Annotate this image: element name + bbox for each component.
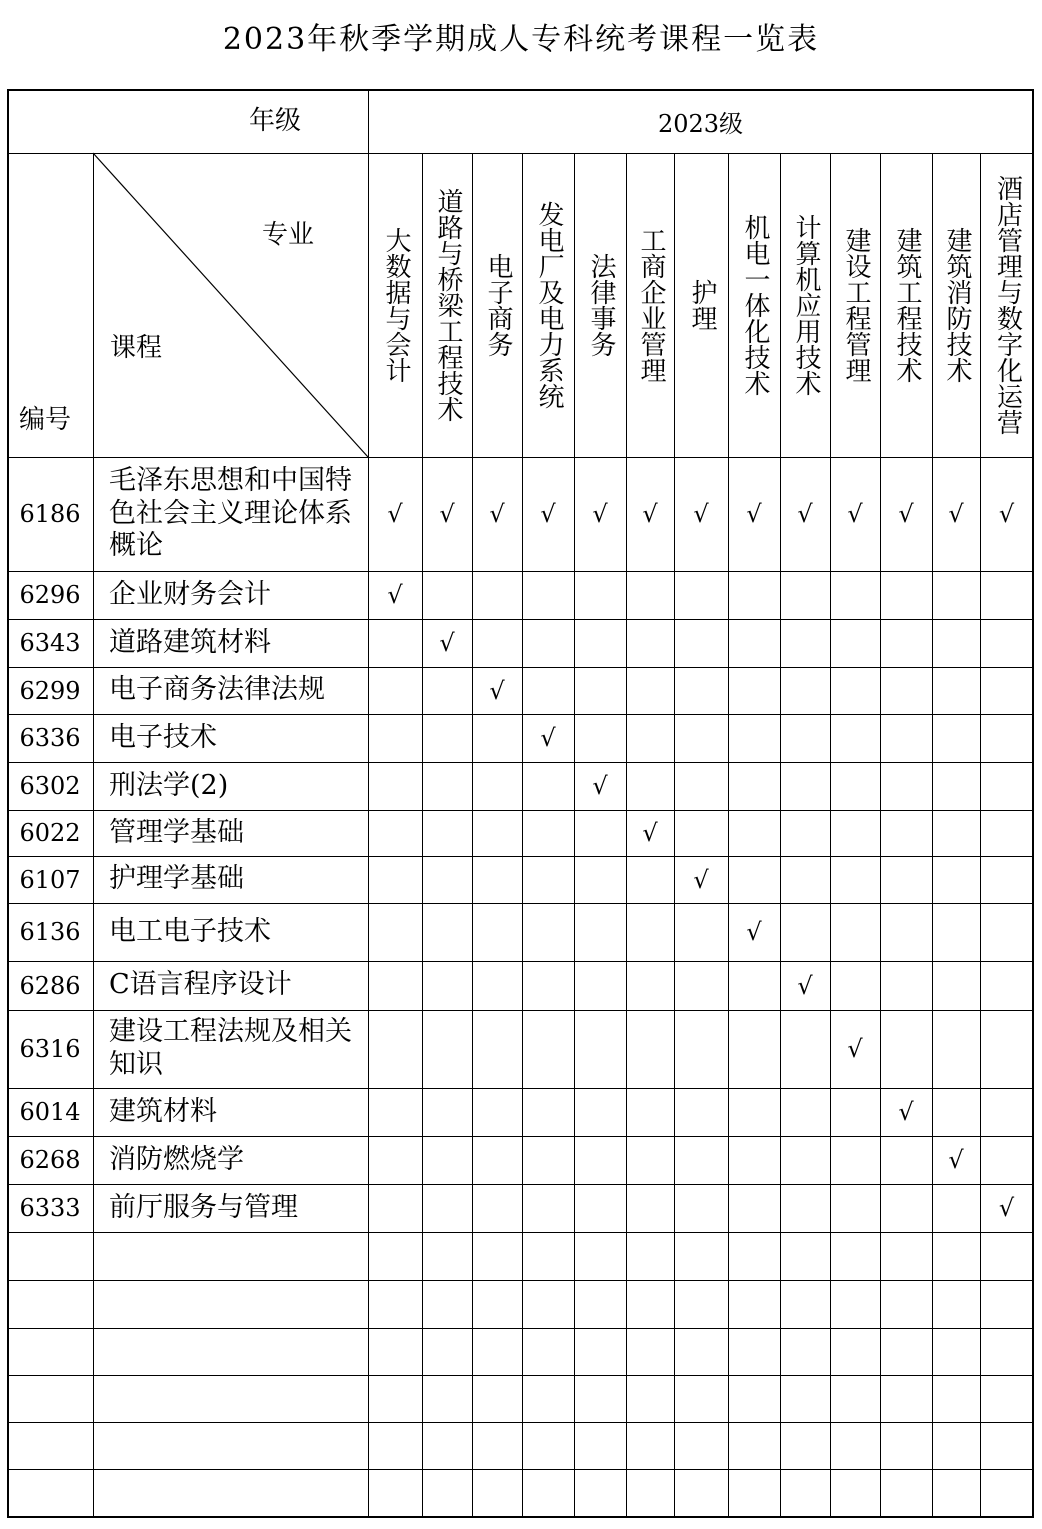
- major-header-5-text: 工商企业管理: [635, 227, 666, 383]
- major-header-6-text: 护理: [686, 279, 717, 331]
- check-mark-text: √: [642, 819, 658, 847]
- grade-value-text: 2023级: [657, 109, 744, 138]
- course-code: [7, 1010, 93, 1088]
- major-header-9-text: 建设工程管理: [840, 227, 871, 383]
- check-mark-text: √: [540, 724, 556, 752]
- grade-value: [368, 89, 1033, 153]
- check-mark-text: √: [847, 1035, 863, 1063]
- course-name: [93, 810, 368, 856]
- check-mark-text: √: [439, 629, 455, 657]
- course-code: [7, 619, 93, 667]
- course-code-text: 6316: [19, 1035, 81, 1063]
- major-header-7-text: 机电一体化技术: [739, 214, 770, 396]
- major-header-8-text: 计算机应用技术: [790, 214, 821, 396]
- course-code: [7, 1184, 93, 1232]
- course-code: [7, 1088, 93, 1136]
- check-mark-text: √: [998, 1194, 1015, 1222]
- course-name: [93, 714, 368, 762]
- check-mark: [574, 762, 626, 810]
- check-mark-text: √: [489, 500, 505, 528]
- check-mark-text: √: [642, 500, 658, 528]
- major-header-0-text: 大数据与会计: [380, 227, 411, 383]
- check-mark: [780, 961, 830, 1010]
- check-mark-text: √: [746, 500, 762, 528]
- course-code-text: 6302: [19, 772, 81, 800]
- major-header-3-text: 发电厂及电力系统: [533, 201, 564, 409]
- code-label: 编号: [19, 405, 72, 435]
- course-code: [7, 856, 93, 903]
- check-mark: [674, 856, 728, 903]
- major-header-2: [472, 153, 522, 457]
- page-title: 2023年秋季学期成人专科统考课程一览表: [222, 22, 820, 57]
- check-mark: [830, 457, 880, 571]
- check-mark: [674, 457, 728, 571]
- check-mark: [728, 903, 780, 961]
- course-name-text: 消防燃烧学: [109, 1143, 244, 1175]
- check-mark-text: √: [387, 581, 403, 609]
- major-header-1-text: 道路与桥梁工程技术: [432, 188, 463, 422]
- major-header-11-text: 建筑消防技术: [941, 227, 972, 383]
- major-header-10: [880, 153, 932, 457]
- check-mark-text: √: [693, 865, 709, 894]
- check-mark: [880, 457, 932, 571]
- major-header-4-text: 法律事务: [585, 253, 616, 357]
- major-header-11: [932, 153, 980, 457]
- course-name: [93, 571, 368, 619]
- check-mark-text: √: [797, 971, 813, 1000]
- course-code: [7, 1136, 93, 1184]
- course-code: [7, 667, 93, 714]
- check-mark-text: √: [948, 1146, 964, 1174]
- course-name: [93, 762, 368, 810]
- check-mark: [522, 714, 574, 762]
- course-name: [93, 1136, 368, 1184]
- course-name-text: 管理学基础: [109, 816, 244, 848]
- check-mark: [422, 619, 472, 667]
- course-code-text: 6333: [19, 1194, 81, 1222]
- course-code: [7, 571, 93, 619]
- course-name-text: 护理学基础: [109, 863, 244, 895]
- check-mark: [880, 1088, 932, 1136]
- course-code-text: 6286: [19, 971, 81, 1000]
- major-header-1: [422, 153, 472, 457]
- course-name-text: 电工电子技术: [109, 915, 271, 947]
- major-header-12-text: 酒店管理与数字化运营: [992, 175, 1023, 435]
- check-mark: [422, 457, 472, 571]
- course-code-text: 6343: [19, 629, 81, 657]
- check-mark: [368, 457, 422, 571]
- check-mark: [368, 571, 422, 619]
- course-name-text: 前厅服务与管理: [109, 1191, 298, 1223]
- course-name-text: 电子技术: [109, 721, 217, 753]
- check-mark: [626, 810, 674, 856]
- check-mark-text: √: [998, 500, 1015, 528]
- major-label: 专业: [262, 220, 315, 250]
- course-code-text: 6136: [19, 918, 81, 946]
- check-mark: [522, 457, 574, 571]
- course-name: [93, 961, 368, 1010]
- course-code-text: 6268: [19, 1146, 81, 1174]
- course-code-text: 6336: [19, 724, 81, 752]
- course-code: [7, 903, 93, 961]
- course-code: [7, 762, 93, 810]
- course-name-text: 建设工程法规及相关知识: [109, 1016, 352, 1080]
- diagonal-line: [93, 153, 368, 457]
- course-name: [93, 667, 368, 714]
- check-mark-text: √: [898, 500, 914, 528]
- check-mark: [780, 457, 830, 571]
- check-mark-text: √: [797, 500, 813, 528]
- course-name: [93, 619, 368, 667]
- major-header-12: [980, 153, 1033, 457]
- check-mark-text: √: [387, 500, 403, 528]
- course-code: [7, 810, 93, 856]
- course-name: [93, 1184, 368, 1232]
- major-header-7: [728, 153, 780, 457]
- check-mark: [728, 457, 780, 571]
- course-name-text: 道路建筑材料: [109, 626, 271, 658]
- check-mark-text: √: [540, 500, 556, 528]
- course-name: [93, 457, 368, 571]
- check-mark-text: √: [439, 500, 455, 528]
- course-code-text: 6299: [19, 676, 81, 705]
- course-name: [93, 903, 368, 961]
- check-mark: [626, 457, 674, 571]
- major-header-10-text: 建筑工程技术: [891, 227, 922, 383]
- course-name: [93, 856, 368, 903]
- course-label: 课程: [110, 333, 163, 363]
- major-header-5: [626, 153, 674, 457]
- course-name-text: 毛泽东思想和中国特色社会主义理论体系概论: [109, 464, 352, 562]
- course-name: [93, 1010, 368, 1088]
- check-mark-text: √: [592, 772, 608, 800]
- course-name-text: 企业财务会计: [109, 578, 271, 610]
- check-mark-text: √: [746, 918, 762, 946]
- course-code-text: 6296: [19, 581, 81, 609]
- major-header-6: [674, 153, 728, 457]
- check-mark-text: √: [489, 676, 505, 705]
- check-mark-text: √: [592, 500, 608, 528]
- major-header-0: [368, 153, 422, 457]
- check-mark: [830, 1010, 880, 1088]
- course-code-text: 6022: [19, 819, 81, 847]
- course-name-text: 刑法学(2): [109, 769, 229, 801]
- check-mark: [932, 457, 980, 571]
- major-header-4: [574, 153, 626, 457]
- course-name-text: 建筑材料: [109, 1095, 217, 1127]
- check-mark: [472, 457, 522, 571]
- check-mark: [472, 667, 522, 714]
- major-header-8: [780, 153, 830, 457]
- course-code: [7, 714, 93, 762]
- course-code: [7, 961, 93, 1010]
- check-mark-text: √: [948, 500, 964, 528]
- major-header-3: [522, 153, 574, 457]
- course-name-text: C语言程序设计: [109, 969, 292, 1001]
- check-mark: [574, 457, 626, 571]
- check-mark: [932, 1136, 980, 1184]
- check-mark: [980, 457, 1033, 571]
- grade-label: 年级: [249, 106, 302, 136]
- course-code-text: 6186: [19, 500, 81, 528]
- course-code: [7, 457, 93, 571]
- check-mark: [980, 1184, 1033, 1232]
- check-mark-text: √: [693, 500, 709, 528]
- major-header-2-text: 电子商务: [482, 253, 513, 357]
- course-code-text: 6014: [19, 1098, 81, 1126]
- major-header-9: [830, 153, 880, 457]
- course-code-text: 6107: [19, 865, 81, 894]
- check-mark-text: √: [898, 1098, 914, 1126]
- course-name-text: 电子商务法律法规: [109, 674, 325, 706]
- course-name: [93, 1088, 368, 1136]
- check-mark-text: √: [847, 500, 863, 528]
